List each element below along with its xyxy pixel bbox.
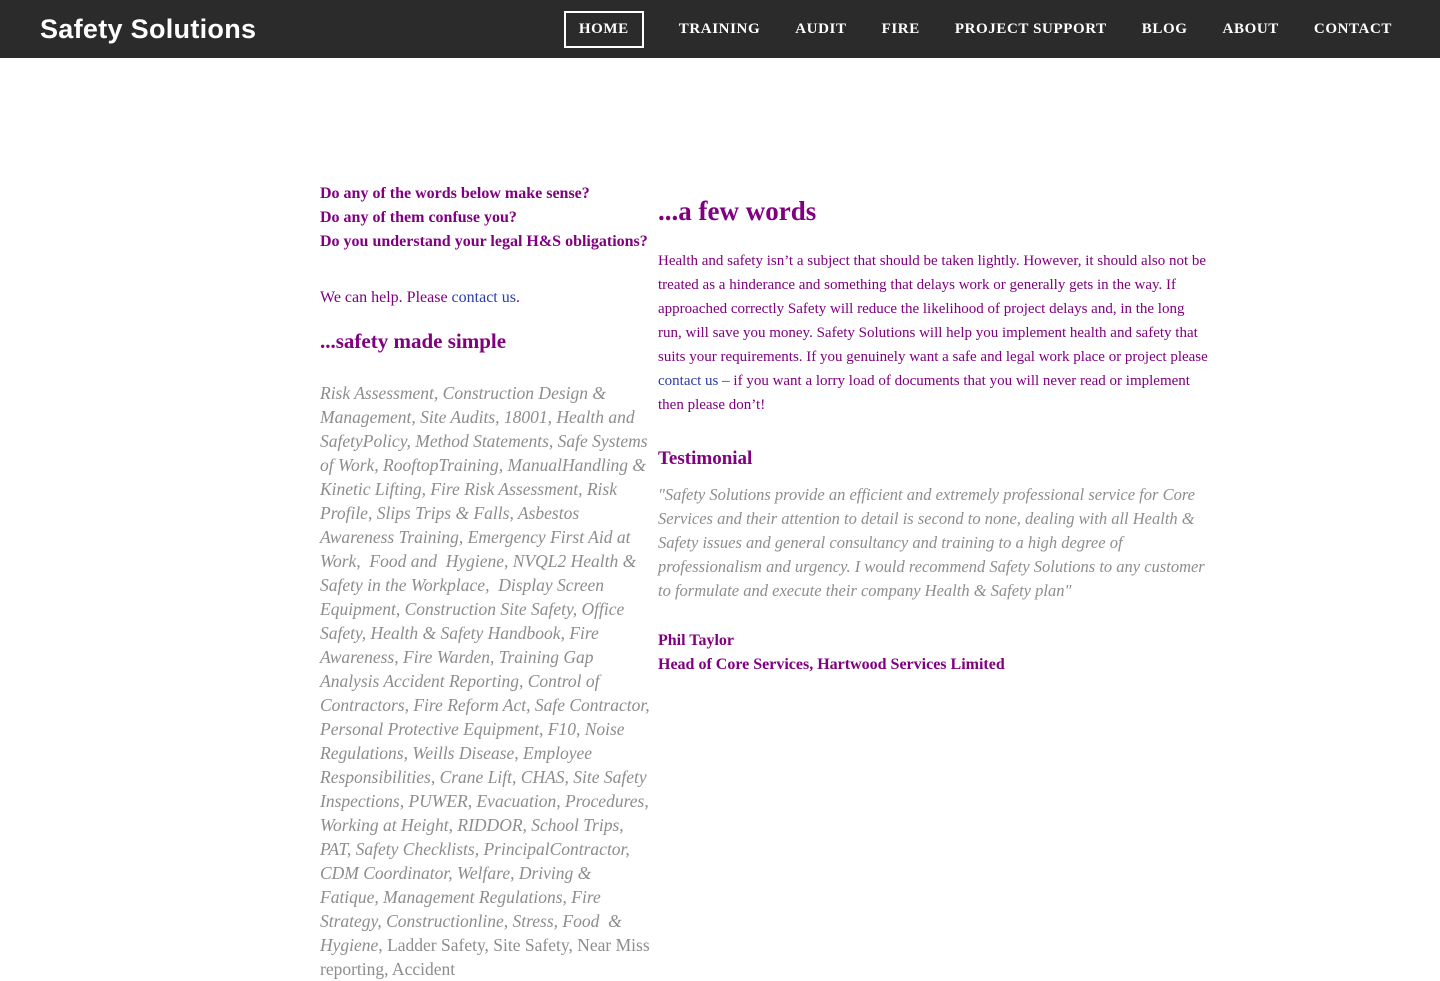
nav-item-blog[interactable]: BLOG <box>1141 20 1188 37</box>
nav-item-about[interactable]: ABOUT <box>1222 20 1279 37</box>
nav-item-contact[interactable]: CONTACT <box>1313 20 1392 37</box>
contact-us-link-left[interactable]: contact us <box>451 289 516 306</box>
keywords-list <box>320 381 654 981</box>
help-line <box>320 286 654 310</box>
nav-item-fire[interactable]: FIRE <box>881 20 920 37</box>
question-line-1: Do any of the words below make sense? <box>320 185 590 202</box>
help-text: We can help. Please <box>320 289 452 306</box>
intro-column <box>320 182 654 981</box>
testimonial-quote: "Safety Solutions provide an efficient and extremely professional service for Core Services and their attention to detail is second to none, dealing with all Health & Safety issues and general consultancy and training to a high degree of professionalism and urgency. I would recommend Safety Solutions to any customer to formulate and execute their company Health & Safety plan" <box>658 485 1205 600</box>
author-name: Phil Taylor <box>658 632 735 649</box>
author-title: Head of Core Services, Hartwood Services Limited <box>658 656 1005 673</box>
nav-item-project-support[interactable]: PROJECT SUPPORT <box>954 20 1107 37</box>
intro-paragraph <box>658 249 1210 417</box>
questions-heading <box>320 182 654 254</box>
few-words-column <box>658 196 1210 677</box>
testimonial-attribution <box>658 629 1210 677</box>
question-line-2: Do any of them confuse you? <box>320 209 517 226</box>
main-nav <box>564 11 1392 48</box>
keywords-italic-text: Risk Assessment, Construction Design & Management, Site Audits, 18001, Health and SafetyPolicy, Method Statements, Safe Systems of Work, RooftopTraining, ManualHandling & Kinetic Lifting, Fire Risk Assessment, Risk Profile, Slips Trips & Falls, Asbestos Awareness Training, Emergency First Aid at Work, Food and Hygiene, NVQL2 Health & Safety in the Workplace, Display Screen Equipment, Construction Site Safety, Office Safety, Health & Safety Handbook, Fire Awareness, Fire Warden, Training Gap Analysis Accident Reporting, Control of Contractors, Fire Reform Act, Safe Contractor, Personal Protective Equipment, F10, Noise Regulations, Weills Disease, Employee Responsibilities, Crane Lift, CHAS, Site Safety Inspections, PUWER, Evacuation, Procedures, Working at Height, RIDDOR, School Trips, PAT, Safety Checklists, PrincipalContractor, CDM Coordinator, Welfare, Driving & Fatique, Management Regulations, Fire Strategy, Constructionline, Stress, Food & Hygiene, <box>320 383 654 955</box>
question-line-3: Do you understand your legal H&S obligations? <box>320 233 648 250</box>
intro-text-after-link: – if you want a lorry load of documents that you will never read or implement then please don’t! <box>658 373 1194 413</box>
nav-item-audit[interactable]: AUDIT <box>795 20 847 37</box>
nav-item-home[interactable]: HOME <box>564 11 644 48</box>
nav-item-training[interactable]: TRAINING <box>678 20 761 37</box>
contact-us-link-right[interactable]: contact us <box>658 373 719 389</box>
few-words-heading: ...a few words <box>658 196 817 226</box>
tagline-heading: ...safety made simple <box>320 329 507 353</box>
keywords-plain-text: Ladder Safety, Site Safety, Near Miss reporting, Accident <box>320 935 655 979</box>
site-logo[interactable]: Safety Solutions <box>40 13 257 44</box>
testimonial-heading: Testimonial <box>658 448 753 469</box>
intro-text-before-link: Health and safety isn’t a subject that should be taken lightly. However, it should also not be treated as a hinderance and something that delays work or generally gets in the way. If approached correctly Safety will reduce the likelihood of project delays and, in the long run, will save you money. Safety Solutions will help you implement health and safety that suits your requirements. If you genuinely want a safe and legal work place or project please <box>658 253 1212 365</box>
top-nav-bar <box>0 0 1440 58</box>
help-period: . <box>515 289 520 306</box>
